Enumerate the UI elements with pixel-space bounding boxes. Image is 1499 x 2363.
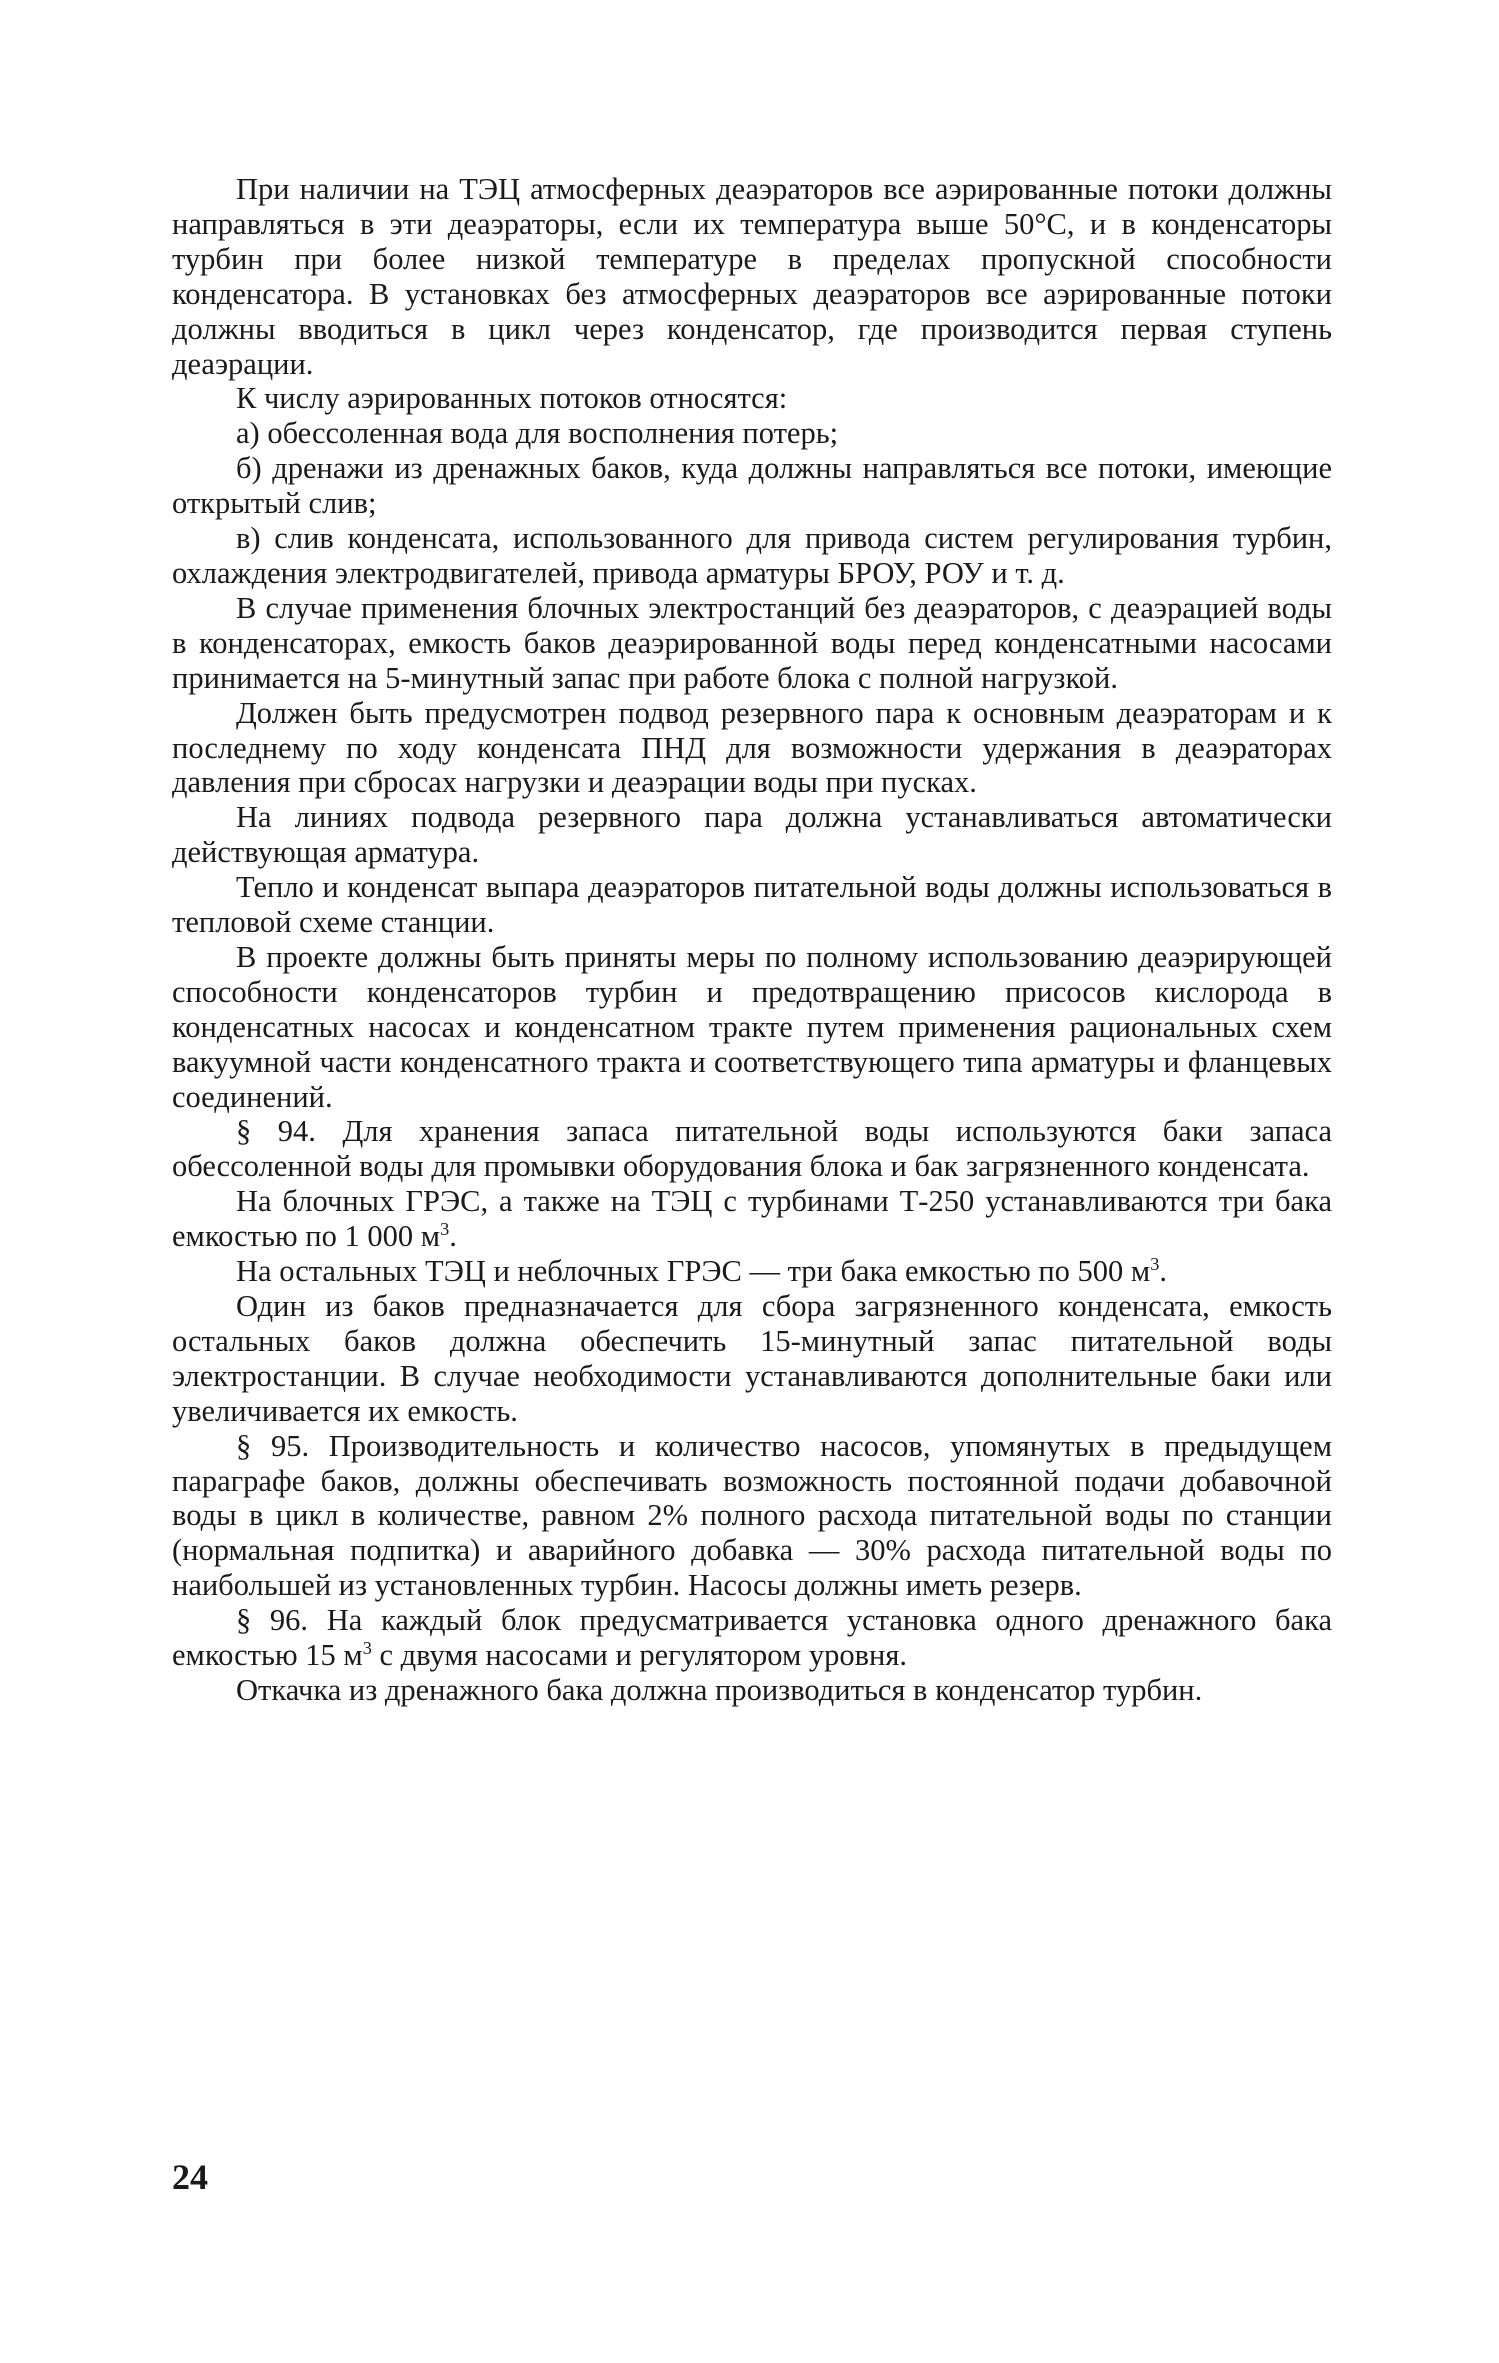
t250-text: На блочных ГРЭС, а также на ТЭЦ с турбинами Т-250 устанавливаются три бака емкостью по 1 000 м bbox=[172, 1184, 1332, 1254]
paragraph-section-95: § 95. Производительность и количество насосов, упомянутых в предыдущем параграфе баков, должны обеспечивать возможность постоянной подачи добавочной воды в цикл в количестве, равном 2% полного расхода питательной воды по станции (нормальная подпитка) и аварийного добавка — 30% расхода питательной воды по наибольшей из установленных турбин. Насосы должны иметь резерв. bbox=[172, 1428, 1332, 1603]
paragraph-reserve-steam: Должен быть предусмотрен подвод резервного пара к основным деаэраторам и к последнему по ходу конденсата ПНД для возможности удержания в деаэраторах давления при сбросах нагрузки и деаэрации воды при пусках. bbox=[172, 695, 1332, 800]
list-item-b: б) дренажи из дренажных баков, куда должны направляться все потоки, имеющие открытый слив; bbox=[172, 451, 1332, 521]
other-text: На остальных ТЭЦ и неблочных ГРЭС — три бака емкостью по 500 м bbox=[236, 1254, 1151, 1289]
paragraph-block-plants: В случае применения блочных электростанций без деаэраторов, с деаэрацией воды в конденсаторах, емкость баков деаэрированной воды перед конденсатными насосами принимается на 5-минутный запас при работе блока с полной нагрузкой. bbox=[172, 590, 1332, 695]
paragraph-vent-heat: Тепло и конденсат выпара деаэраторов питательной воды должны использоваться в тепловой схеме станции. bbox=[172, 870, 1332, 940]
paragraph-aerated-flows-intro: При наличии на ТЭЦ атмосферных деаэраторов все аэрированные потоки должны направляться в эти деаэраторы, если их температура выше 50°С, и в конденсаторы турбин при более низкой температуре в пределах пропускной способности конденсатора. В установках без атмосферных деаэраторов все аэрированные потоки должны вводиться в цикл через конденсатор, где производится первая ступень деаэрации. bbox=[172, 172, 1332, 381]
paragraph-drain-pumping: Откачка из дренажного бака должна производиться в конденсатор турбин. bbox=[236, 1672, 1203, 1707]
paragraph-aerated-flows-list-title: К числу аэрированных потоков относятся: bbox=[236, 381, 788, 416]
other-superscript: 3 bbox=[1150, 1253, 1160, 1274]
paragraph-condenser-deaeration: В проекте должны быть приняты меры по полному использованию деаэрирующей способности конденсаторов турбин и предотвращению присосов кислорода в конденсатных насосах и конденсатном тракте путем применения рациональных схем вакуумной части конденсатного тракта и соответствующего типа арматуры и фланцевых соединений. bbox=[172, 939, 1332, 1114]
paragraph-reserve-steam-valves: На линиях подвода резервного пара должна устанавливаться автоматически действующая арматура. bbox=[172, 800, 1332, 870]
page-body bbox=[172, 172, 1332, 1708]
paragraph-t250-tanks bbox=[172, 1184, 1332, 1254]
paragraph-one-tank: Один из баков предназначается для сбора загрязненного конденсата, емкость остальных баков должна обеспечить 15-минутный запас питательной воды электростанции. В случае необходимости устанавливаются дополнительные баки или увеличивается их емкость. bbox=[172, 1289, 1332, 1428]
other-end: . bbox=[1159, 1254, 1167, 1289]
paragraph-section-94: § 94. Для хранения запаса питательной воды используются баки запаса обессоленной воды для промывки оборудования блока и бак загрязненного конденсата. bbox=[172, 1114, 1332, 1184]
s96-superscript: 3 bbox=[362, 1637, 372, 1658]
t250-end: . bbox=[449, 1219, 457, 1254]
list-item-a: а) обессоленная вода для восполнения потерь; bbox=[236, 416, 839, 451]
list-item-c: в) слив конденсата, использованного для привода систем регулирования турбин, охлаждения электродвигателей, привода арматуры БРОУ, РОУ и т. д. bbox=[172, 521, 1332, 590]
paragraph-other-tanks bbox=[172, 1254, 1332, 1289]
paragraph-section-96 bbox=[172, 1603, 1332, 1673]
s96-text: § 96. На каждый блок предусматривается установка одного дренажного бака емкостью 15 м bbox=[172, 1603, 1332, 1673]
t250-superscript: 3 bbox=[440, 1219, 450, 1240]
s96-end: с двумя насосами и регулятором уровня. bbox=[371, 1638, 907, 1673]
page-number: 24 bbox=[172, 2157, 208, 2197]
